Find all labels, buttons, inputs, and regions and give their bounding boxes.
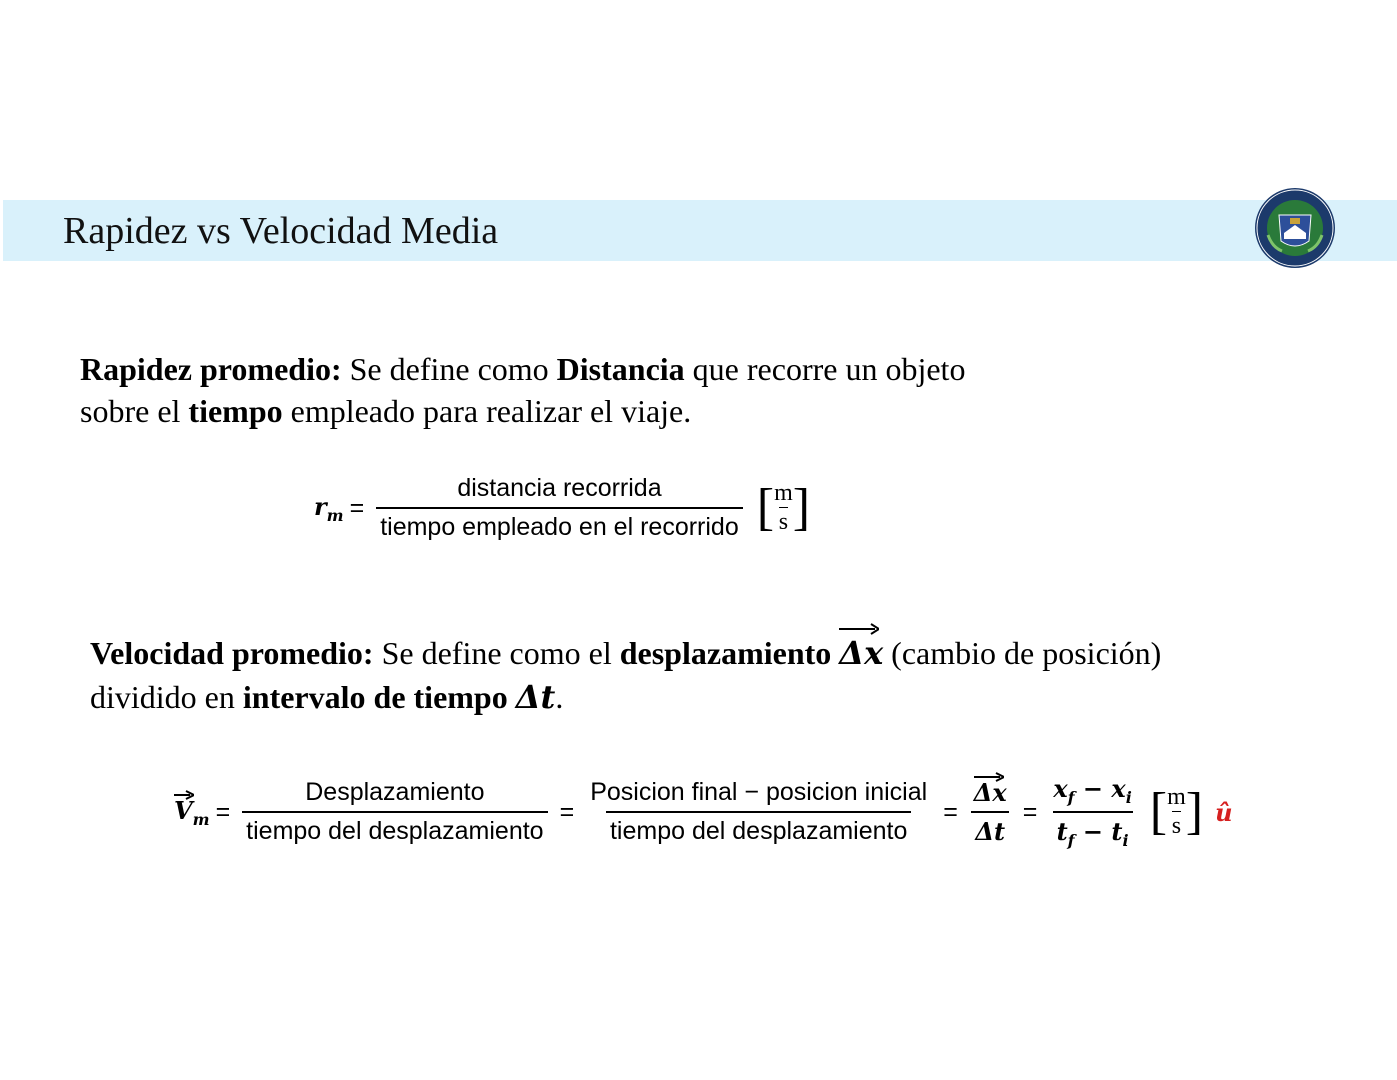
keyword-intervalo: intervalo de tiempo — [242, 679, 508, 715]
unit-denominator: s — [1171, 813, 1182, 839]
delta-t: Δt — [515, 678, 556, 716]
rapidez-definition — [80, 348, 965, 432]
subscript: i — [1122, 831, 1129, 850]
numerator: distancia recorrida — [457, 474, 662, 502]
unit-vector: û — [1215, 797, 1233, 827]
numerator: Desplazamiento — [305, 778, 485, 806]
lhs-subscript: m — [326, 505, 344, 525]
x-initial: x — [1111, 774, 1126, 803]
text-run: (cambio de posición) — [883, 635, 1162, 671]
text-run: dividido en — [90, 679, 243, 715]
formula-velocidad — [174, 774, 1233, 850]
denominator: tiempo empleado en el recorrido — [376, 507, 743, 542]
equals-sign: = — [1022, 797, 1038, 826]
velocidad-definition — [90, 631, 1161, 719]
subscript: i — [1125, 788, 1132, 807]
delta-x-vector — [974, 778, 1007, 807]
unit-numerator: m — [774, 480, 793, 506]
text-run: Se define como el — [373, 635, 620, 671]
text-run: Se define como — [341, 351, 557, 387]
left-bracket: [ — [1149, 783, 1168, 840]
unit-denominator: s — [778, 509, 789, 535]
denominator — [1053, 811, 1133, 850]
unit-fraction — [1167, 784, 1186, 840]
fraction-4 — [1049, 774, 1135, 850]
unit-numerator: m — [1167, 784, 1186, 810]
formula-rapidez — [314, 474, 810, 542]
text-run: sobre el — [80, 393, 189, 429]
lhs-symbol: V — [174, 795, 193, 825]
keyword-distancia: Distancia — [556, 351, 685, 387]
minus-sign: − — [1074, 817, 1112, 846]
fraction-3 — [970, 778, 1011, 846]
delta-x-vector — [839, 631, 883, 675]
rapidez-term: Rapidez promedio: — [80, 351, 342, 387]
fraction — [376, 474, 743, 542]
equals-sign: = — [349, 493, 365, 522]
subscript: f — [1067, 831, 1075, 850]
keyword-desplazamiento: desplazamiento — [619, 635, 832, 671]
vector-arrow-icon — [839, 623, 879, 635]
equals-sign: = — [215, 797, 231, 826]
delta-x: Δx — [973, 778, 1007, 807]
fraction-2 — [586, 778, 931, 846]
formula-lhs — [174, 796, 210, 829]
x-final: x — [1053, 774, 1068, 803]
equals-sign: = — [943, 797, 958, 826]
numerator — [970, 778, 1011, 811]
school-crest-icon — [1254, 185, 1336, 271]
denominator: tiempo del desplazamiento — [606, 811, 911, 846]
numerator — [1049, 774, 1135, 811]
right-bracket: ] — [1185, 783, 1204, 840]
subscript: f — [1067, 788, 1075, 807]
unit-fraction — [774, 480, 793, 536]
denominator: tiempo del desplazamiento — [242, 811, 547, 846]
denominator: Δt — [971, 811, 1009, 846]
formula-lhs — [314, 492, 344, 525]
v-vector — [174, 796, 193, 825]
text-run: . — [555, 679, 564, 715]
t-initial: t — [1111, 817, 1123, 846]
units — [1150, 784, 1203, 840]
equals-sign: = — [559, 797, 575, 826]
vector-arrow-icon — [974, 772, 1004, 782]
text-run: empleado para realizar el viaje. — [282, 393, 692, 429]
numerator: Posicion final − posicion inicial — [590, 778, 928, 806]
delta-x: Δx — [839, 634, 884, 672]
page-title: Rapidez vs Velocidad Media — [63, 210, 499, 252]
minus-sign: − — [1074, 774, 1112, 803]
left-bracket: [ — [756, 479, 775, 536]
t-final: t — [1056, 817, 1068, 846]
text-run: que recorre un objeto — [684, 351, 966, 387]
units — [757, 480, 810, 536]
keyword-tiempo: tiempo — [188, 393, 283, 429]
fraction-1 — [242, 778, 547, 846]
velocidad-term: Velocidad promedio: — [90, 635, 374, 671]
lhs-symbol: r — [314, 491, 327, 521]
vector-arrow-icon — [174, 790, 194, 800]
right-bracket: ] — [792, 479, 811, 536]
lhs-subscript: m — [192, 809, 210, 829]
